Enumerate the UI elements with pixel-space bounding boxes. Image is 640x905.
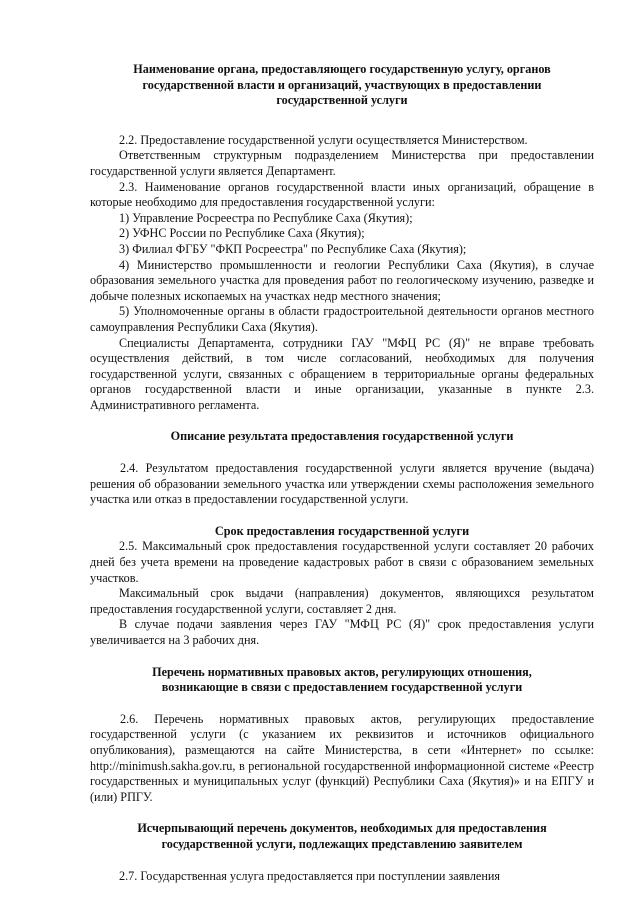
paragraph-issue-term: Максимальный срок выдачи (направления) документов, являющихся результатом предоставления государственной услуги, составляет 2 дня. (90, 586, 594, 616)
heading-line: Наименование органа, предоставляющего государственную услугу, органов (133, 62, 551, 76)
list-item-1: 1) Управление Росреестра по Республике Саха (Якутия); (119, 210, 413, 225)
list-item-5: 5) Уполномоченные органы в области градостроительной деятельности органов местного самоуправления Республики Саха (Якутия). (90, 304, 594, 334)
heading-line: государственной услуги, подлежащих представлению заявителем (161, 836, 523, 851)
list-item-2: 2) УФНС России по Республике Саха (Якутия); (119, 226, 365, 241)
heading-line: Исчерпывающий перечень документов, необходимых для предоставления (137, 821, 547, 836)
heading-line: государственной власти и организаций, участвующих в предоставлении (142, 77, 542, 92)
heading-line: государственной услуги (276, 93, 408, 108)
heading-line: Срок предоставления государственной услуги (214, 523, 470, 538)
section-heading-term (90, 524, 594, 540)
paragraph-2-4: 2.4. Результатом предоставления государственной услуги является вручение (выдача) решения об образовании земельного участка или утверждении схемы расположения земельного участка или отказ в предоставлении государственной услуги. (90, 461, 594, 507)
paragraph-mfc-term: В случае подачи заявления через ГАУ "МФЦ РС (Я)" срок предоставления услуги увеличивается на 3 рабочих дня. (90, 617, 594, 647)
heading-line: Перечень нормативных правовых актов, регулирующих отношения, (152, 664, 532, 679)
paragraph-2-2: 2.2. Предоставление государственной услуги осуществляется Министерством. (119, 132, 528, 147)
section-heading-authority (90, 62, 594, 109)
paragraph-2-7: 2.7. Государственная услуга предоставляется при поступлении заявления (119, 868, 500, 883)
section-heading-result (90, 429, 594, 445)
paragraph-department: Ответственным структурным подразделением Министерства при предоставлении государственной услуги является Департамент. (90, 148, 594, 178)
section-heading-documents (90, 821, 594, 852)
paragraph-2-6: 2.6. Перечень нормативных правовых актов, регулирующих предоставление государственной услуги (с указанием их реквизитов и источников официального опубликования), размещаются на сайте Министерства, в сети «Интернет» по ссылке: http://minimush.sakha.gov.ru, в региональной государственной информационной системе «Реестр государственных и муниципальных услуг (функций) Республики Саха (Якутия)» и на ЕПГУ и (или) РПГУ. (90, 711, 594, 804)
heading-line: возникающие в связи с предоставлением государственной услуги (161, 680, 523, 695)
paragraph-2-5: 2.5. Максимальный срок предоставления государственной услуги составляет 20 рабочих дней без учета времени на проведение кадастровых работ в связи с образованием земельных участков. (90, 539, 594, 585)
paragraph-specialists: Специалисты Департамента, сотрудники ГАУ "МФЦ РС (Я)" не вправе требовать осуществления действий, в том числе согласований, необходимых для получения государственной услуги, связанных с обращением в территориальные органы федеральных органов государственной власти и иные организации, указанные в пункте 2.3. Административного регламента. (90, 335, 594, 412)
list-item-4: 4) Министерство промышленности и геологии Республики Саха (Якутия), в случае образования земельного участка для проведения работ по геологическому изучению, разведке и добыче полезных ископаемых на участках недр местного значения; (90, 257, 594, 303)
paragraph-2-3: 2.3. Наименование органов государственной власти иных организаций, обращение в которые необходимо для предоставления государственной услуги: (90, 179, 594, 210)
section-heading-legal-acts (90, 665, 594, 696)
list-item-3: 3) Филиал ФГБУ "ФКП Росреестра" по Республике Саха (Якутия); (119, 241, 467, 256)
heading-line: Описание результата предоставления государственной услуги (170, 429, 514, 444)
